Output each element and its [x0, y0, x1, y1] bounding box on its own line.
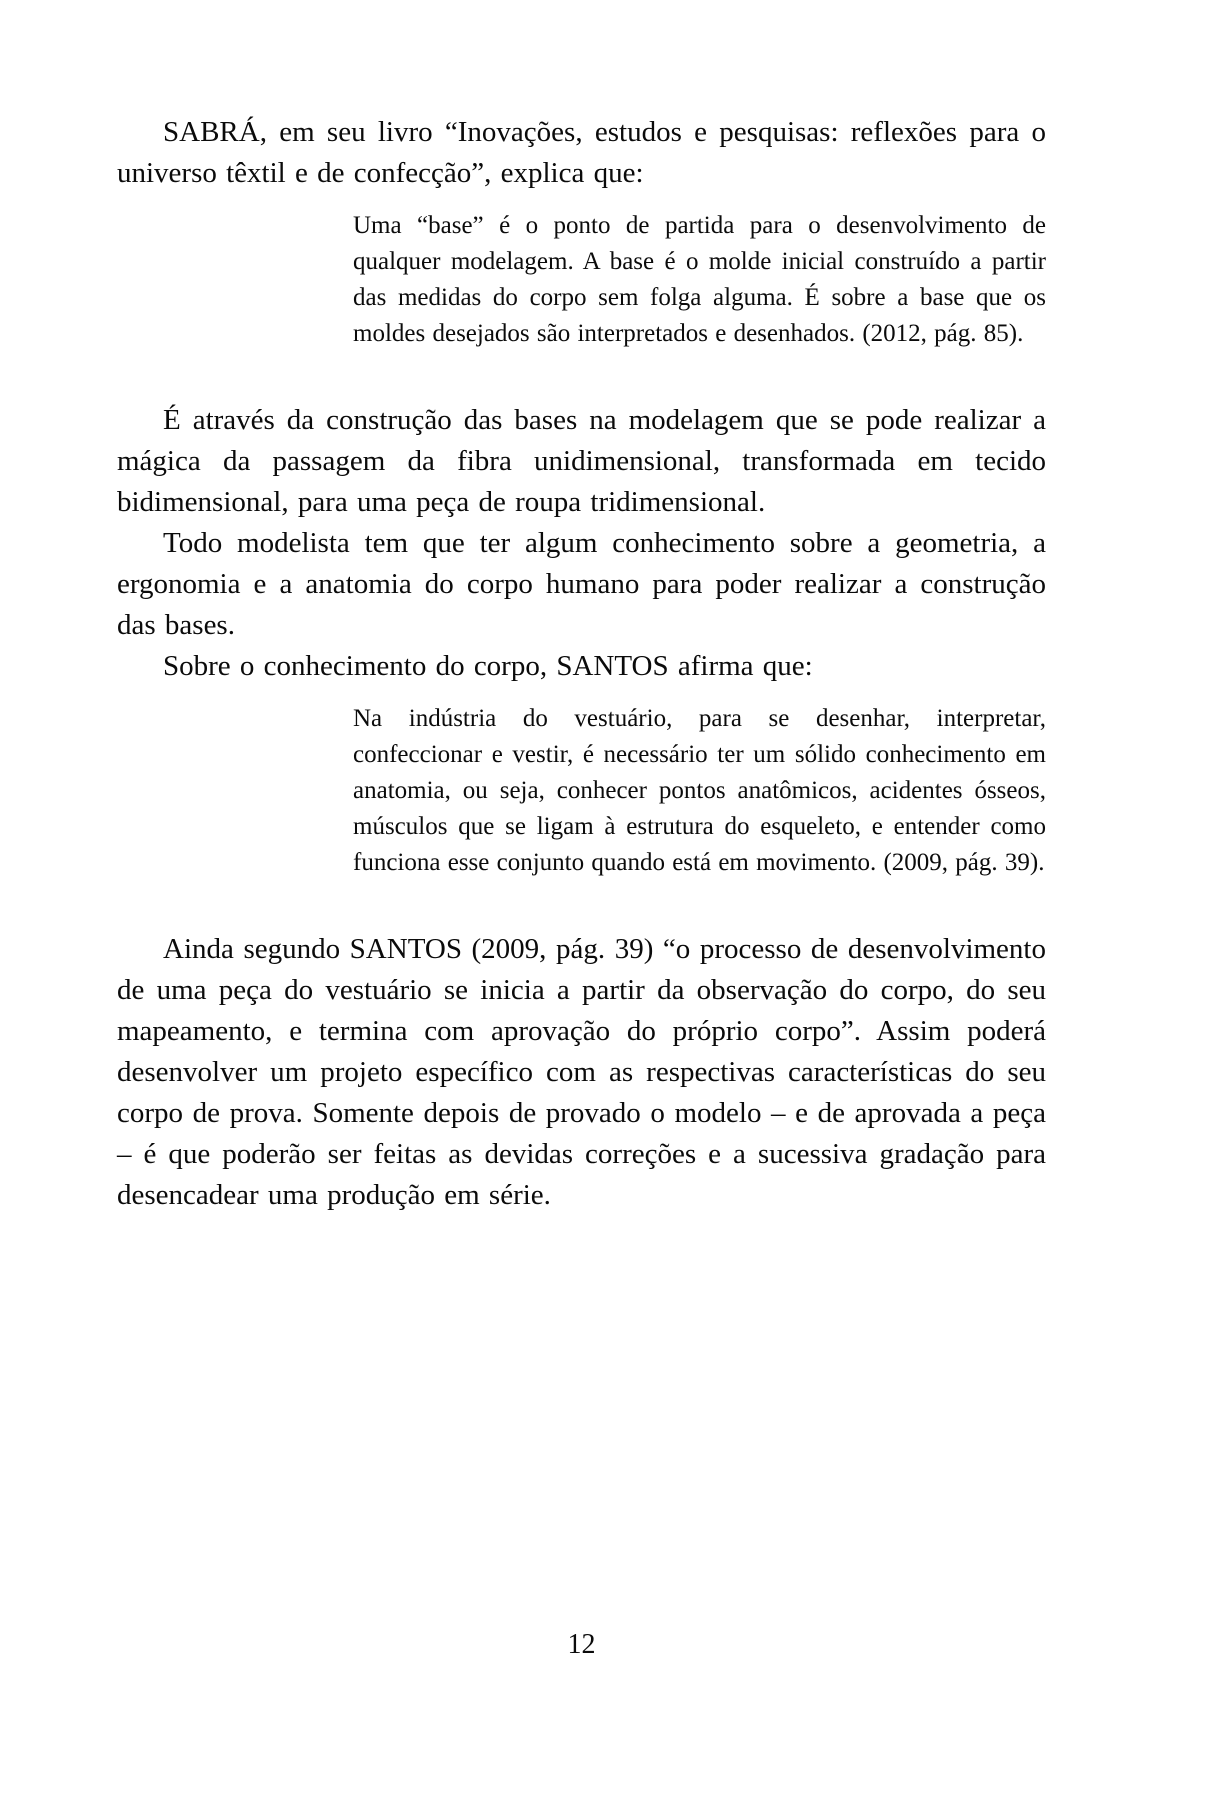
paragraph-todo-modelista: Todo modelista tem que ter algum conhecimento sobre a geometria, a ergonomia e a anatomia do corpo humano para poder realizar a construção das bases. [117, 527, 1046, 641]
page-number: 12 [567, 1629, 596, 1660]
paragraph-ainda-segundo-santos: Ainda segundo SANTOS (2009, pág. 39) “o processo de desenvolvimento de uma peça do vestuário se inicia a partir da observação do corpo, do seu mapeamento, e termina com aprovação do próprio corpo”. Assim poderá desenvolver um projeto específico com as respectivas características do seu corpo de prova. Somente depois de provado o modelo – e de aprovada a peça – é que poderão ser feitas as devidas correções e a sucessiva gradação para desencadear uma produção em série. [117, 933, 1046, 1211]
paragraph-sobre-conhecimento: Sobre o conhecimento do corpo, SANTOS afirma que: [163, 650, 813, 682]
paragraph-construcao-bases: É através da construção das bases na modelagem que se pode realizar a mágica da passagem da fibra unidimensional, transformada em tecido bidimensional, para uma peça de roupa tridimensional. [117, 404, 1046, 518]
block-quote-santos: Na indústria do vestuário, para se desenhar, interpretar, confeccionar e vestir, é necessário ter um sólido conhecimento em anatomia, ou seja, conhecer pontos anatômicos, acidentes ósseos, músculos que se ligam à estrutura do esqueleto, e entender como funciona esse conjunto quando está em movimento. (2009, pág. 39). [353, 705, 1046, 876]
paragraph-intro-sabra: SABRÁ, em seu livro “Inovações, estudos e pesquisas: reflexões para o universo têxtil e de confecção”, explica que: [117, 116, 1046, 189]
block-quote-sabra: Uma “base” é o ponto de partida para o desenvolvimento de qualquer modelagem. A base é o molde inicial construído a partir das medidas do corpo sem folga alguma. É sobre a base que os moldes desejados são interpretados e desenhados. (2012, pág. 85). [353, 212, 1046, 347]
